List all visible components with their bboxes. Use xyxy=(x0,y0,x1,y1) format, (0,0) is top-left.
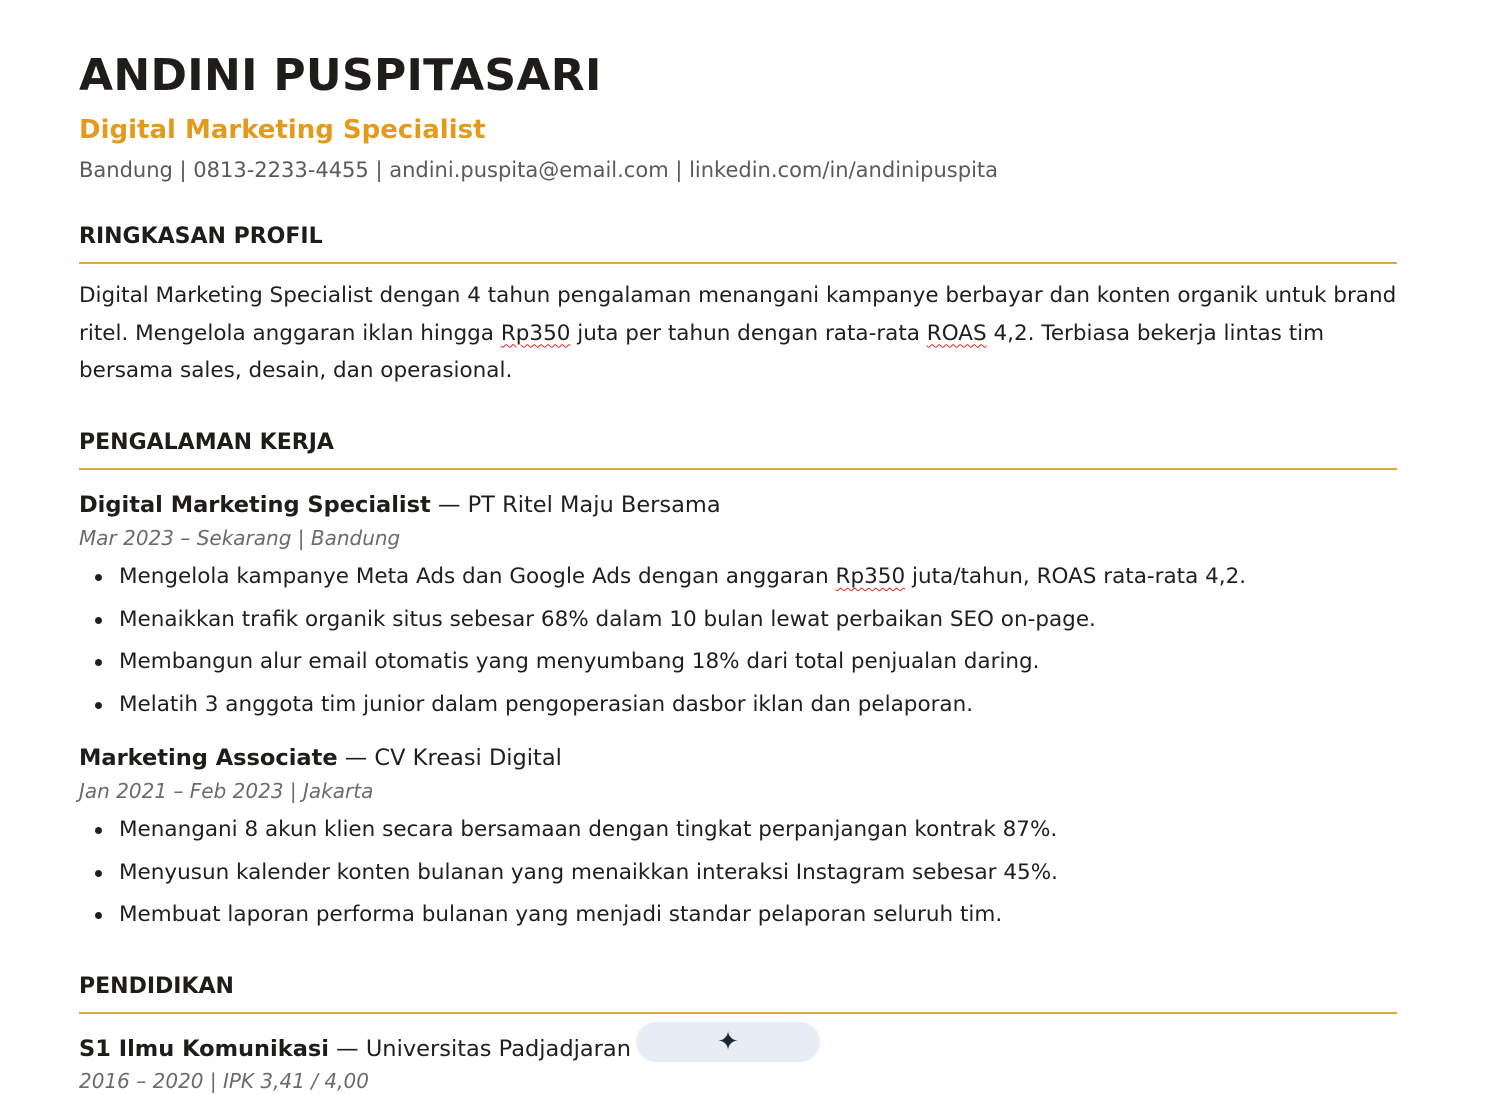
bullet-text: Melatih 3 anggota tim junior dalam pengoperasian dasbor iklan dan pelaporan. xyxy=(119,691,974,717)
bullet-icon xyxy=(95,912,102,919)
bullet-icon xyxy=(95,659,102,666)
assistant-button[interactable] xyxy=(636,1022,820,1062)
job-role: Marketing Associate xyxy=(79,745,338,771)
spellcheck-flag[interactable]: Rp350 xyxy=(835,564,906,589)
bullet-text: Membuat laporan performa bulanan yang menjadi standar pelaporan seluruh tim. xyxy=(119,902,1003,927)
job-title-line xyxy=(79,743,562,773)
summary-text: 4,2. Terbiasa bekerja lintas tim bersama sales, desain, dan operasional. xyxy=(79,320,1325,383)
summary-heading: RINGKASAN PROFIL xyxy=(79,224,323,249)
candidate-title: Digital Marketing Specialist xyxy=(79,115,486,145)
education-degree: S1 Ilmu Komunikasi xyxy=(79,1036,330,1062)
list-item xyxy=(79,852,1058,895)
spellcheck-flag[interactable]: Rp350 xyxy=(500,320,571,346)
list-item xyxy=(79,684,1246,727)
bullet-icon xyxy=(95,827,102,834)
profile-summary xyxy=(79,277,1397,390)
job-title-line xyxy=(79,490,721,520)
bullet-icon xyxy=(95,574,102,581)
contact-line: Bandung | 0813-2233-4455 | andini.puspita@email.com | linkedin.com/in/andinipuspita xyxy=(79,158,999,182)
education-line xyxy=(79,1034,631,1064)
summary-text: Digital Marketing Specialist dengan 4 tahun pengalaman menangani kampanye berbayar dan konten organik untuk brand ritel. Mengelola anggaran iklan hingga xyxy=(79,283,1397,346)
education-heading: PENDIDIKAN xyxy=(79,974,234,999)
bullet-icon xyxy=(95,870,102,877)
bullet-text: Menyusun kalender konten bulanan yang menaikkan interaksi Instagram sebesar 45%. xyxy=(119,859,1058,885)
list-item xyxy=(79,894,1058,937)
bullet-text: juta/tahun, ROAS rata-rata 4,2. xyxy=(905,564,1247,589)
candidate-name: ANDINI PUSPITASARI xyxy=(79,50,602,101)
bullet-text: Membangun alur email otomatis yang menyumbang 18% dari total penjualan daring. xyxy=(119,649,1040,674)
section-divider xyxy=(79,1012,1397,1014)
job-meta: Jan 2021 – Feb 2023 | Jakarta xyxy=(79,779,374,803)
list-item xyxy=(79,809,1058,852)
list-item xyxy=(79,556,1246,599)
bullet-icon xyxy=(95,617,102,624)
bullet-text: Menangani 8 akun klien secara bersamaan dengan tingkat perpanjangan kontrak 87%. xyxy=(119,817,1058,842)
experience-heading: PENGALAMAN KERJA xyxy=(79,430,334,455)
section-divider xyxy=(79,468,1397,470)
list-item xyxy=(79,641,1246,684)
job-company: — PT Ritel Maju Bersama xyxy=(430,492,721,518)
bullet-text: Mengelola kampanye Meta Ads dan Google Ads dengan anggaran xyxy=(119,564,836,589)
spellcheck-flag[interactable]: ROAS xyxy=(926,320,987,346)
job-bullets xyxy=(79,556,1246,726)
education-school: — Universitas Padjadjaran xyxy=(329,1036,631,1062)
job-meta: Mar 2023 – Sekarang | Bandung xyxy=(79,526,401,550)
job-role: Digital Marketing Specialist xyxy=(79,492,431,518)
job-bullets xyxy=(79,809,1058,937)
summary-text: juta per tahun dengan rata-rata xyxy=(570,320,927,346)
bullet-text: Menaikkan trafik organik situs sebesar 68% dalam 10 bulan lewat perbaikan SEO on-page. xyxy=(119,606,1096,632)
sparkle-icon: ✦ xyxy=(717,1027,739,1057)
list-item xyxy=(79,599,1246,642)
education-meta: 2016 – 2020 | IPK 3,41 / 4,00 xyxy=(79,1069,369,1093)
job-company: — CV Kreasi Digital xyxy=(337,745,562,771)
section-divider xyxy=(79,262,1397,264)
bullet-icon xyxy=(95,702,102,709)
